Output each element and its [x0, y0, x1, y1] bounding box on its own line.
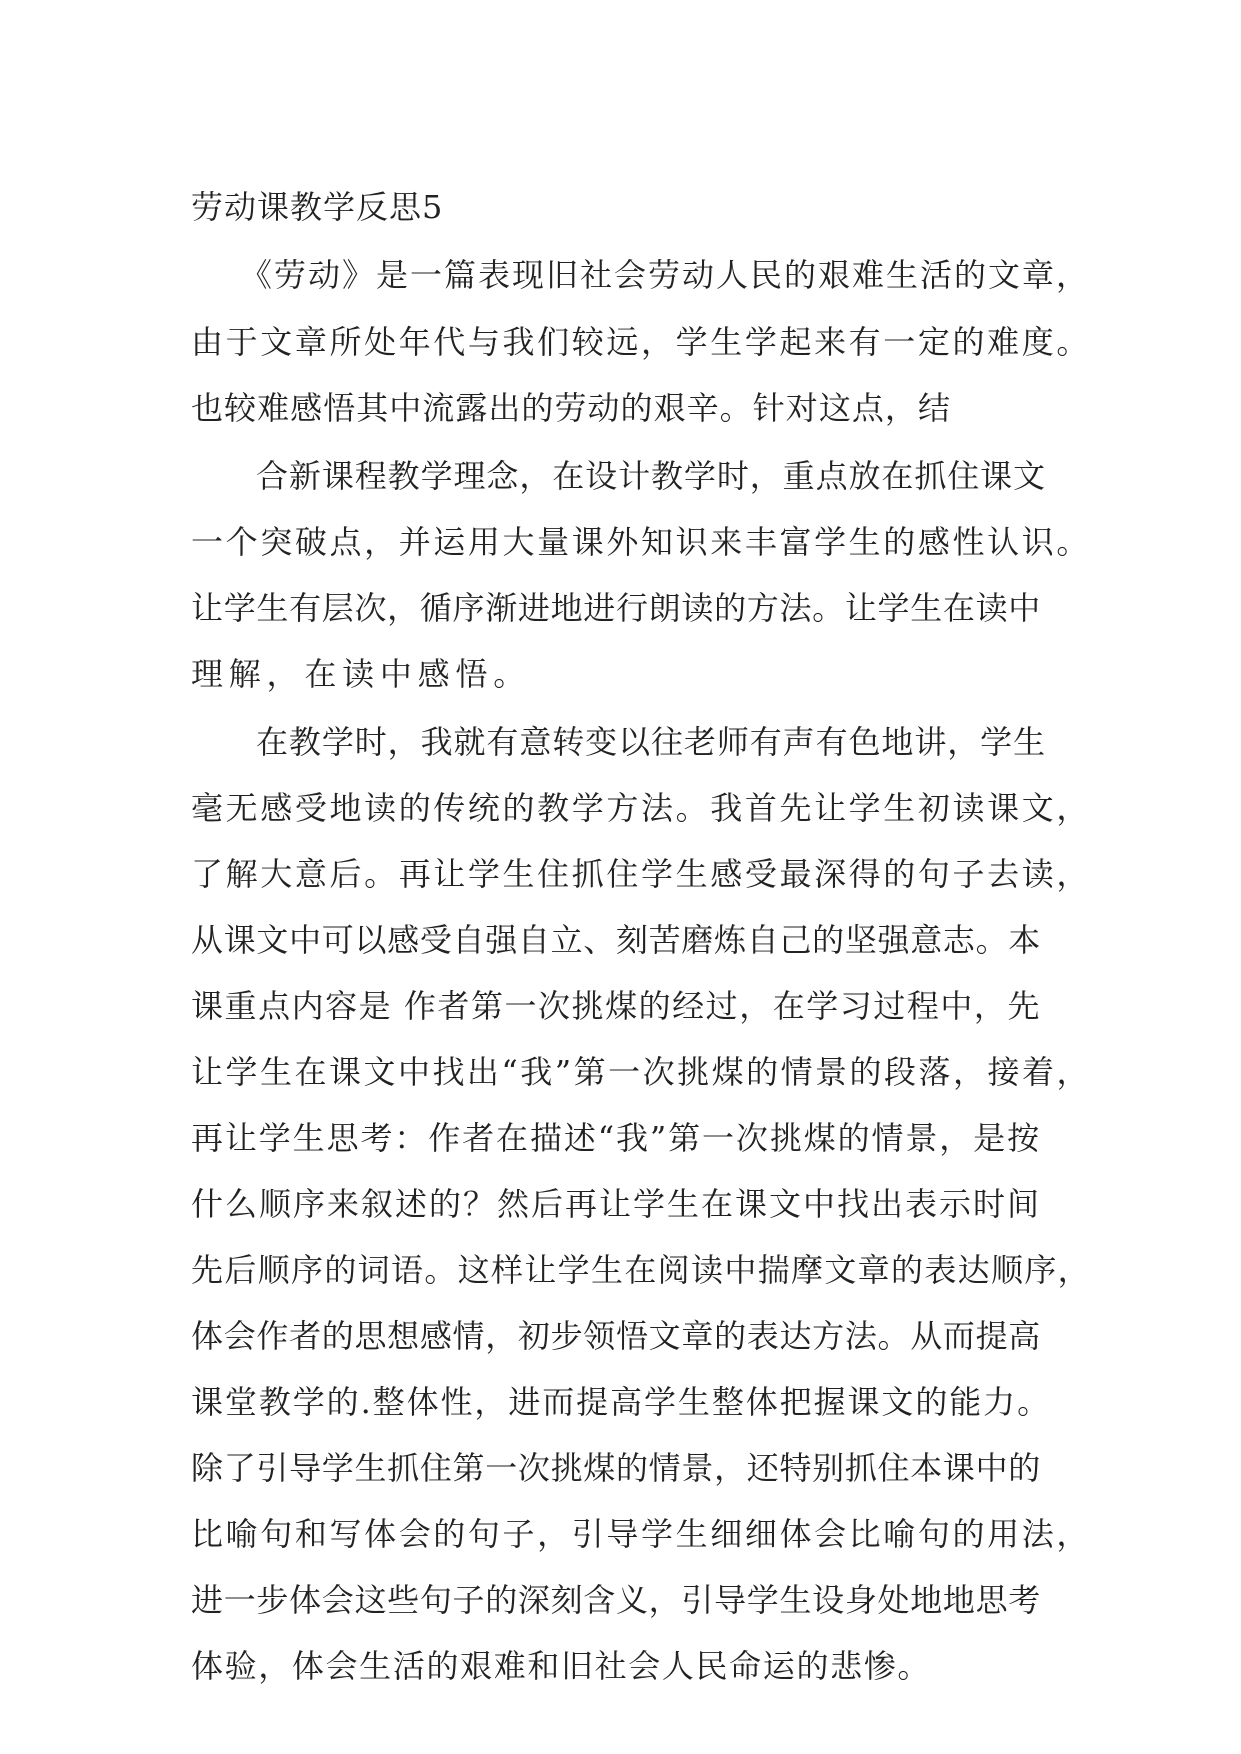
paragraph-3-line-15: 体验，体会生活的艰难和旧社会人民命运的悲惨。 [191, 1647, 931, 1685]
paragraph-3-line-12: 除了引导学生抓住第一次挑煤的情景，还特别抓住本课中的 [191, 1449, 1041, 1487]
paragraph-3-line-14: 进一步体会这些句子的深刻含义，引导学生设身处地地思考 [191, 1581, 1041, 1619]
paragraph-3-line-7: 再让学生思考：作者在描述“我”第一次挑煤的情景，是按 [191, 1119, 1041, 1157]
paragraph-2-line-2: 一个突破点，并运用大量课外知识来丰富学生的感性认识。 [191, 523, 1091, 561]
paragraph-2-line-1: 合新课程教学理念，在设计教学时，重点放在抓住课文 [256, 457, 1046, 495]
paragraph-2-line-4: 理解，在读中感悟。 [191, 655, 531, 693]
paragraph-3-line-4: 从课文中可以感受自强自立、刻苦磨炼自己的坚强意志。本 [191, 921, 1041, 959]
paragraph-3-line-11: 课堂教学的.整体性，进而提高学生整体把握课文的能力。 [191, 1383, 1051, 1421]
paragraph-3-line-9: 先后顺序的词语。这样让学生在阅读中揣摩文章的表达顺序， [191, 1251, 1091, 1289]
document-title: 劳动课教学反思5 [191, 188, 444, 226]
paragraph-3-line-3: 了解大意后。再让学生住抓住学生感受最深得的句子去读， [191, 855, 1091, 893]
paragraph-2-line-3: 让学生有层次，循序渐进地进行朗读的方法。让学生在读中 [191, 589, 1041, 627]
paragraph-3-line-10: 体会作者的思想感情，初步领悟文章的表达方法。从而提高 [191, 1317, 1041, 1355]
paragraph-1-line-3: 也较难感悟其中流露出的劳动的艰辛。针对这点，结 [191, 389, 951, 427]
paragraph-3-line-2: 毫无感受地读的传统的教学方法。我首先让学生初读课文， [191, 789, 1091, 827]
paragraph-3-line-6: 让学生在课文中找出“我”第一次挑煤的情景的段落，接着， [191, 1053, 1091, 1091]
paragraph-3-line-8: 什么顺序来叙述的？然后再让学生在课文中找出表示时间 [191, 1185, 1041, 1223]
paragraph-1-line-2: 由于文章所处年代与我们较远，学生学起来有一定的难度。 [191, 323, 1091, 361]
paragraph-3-line-5: 课重点内容是 作者第一次挑煤的经过，在学习过程中，先 [191, 987, 1041, 1025]
paragraph-3-line-13: 比喻句和写体会的句子，引导学生细细体会比喻句的用法， [191, 1515, 1091, 1553]
paragraph-3-line-1: 在教学时，我就有意转变以往老师有声有色地讲，学生 [256, 723, 1046, 761]
paragraph-1-line-1: 《劳动》是一篇表现旧社会劳动人民的艰难生活的文章， [240, 256, 1090, 294]
